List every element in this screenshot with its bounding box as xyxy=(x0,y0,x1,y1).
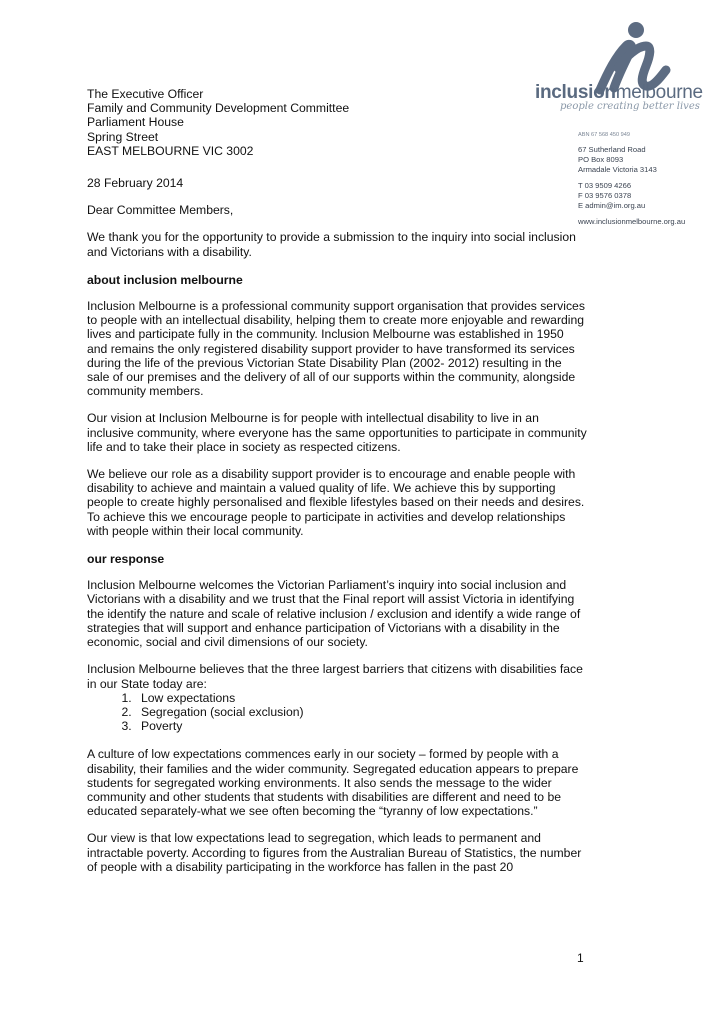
response-heading: our response xyxy=(87,552,165,567)
response-paragraph: A culture of low expectations commences early in our society – formed by people with a disability, their families and the wider community. Segregated education appears to prepare students for segregated working environments. It also sends the message to the wider community and other students that students with disabilities are different and need to be educated separately-what we see often becoming the “tyranny of low expectations.” xyxy=(87,747,579,819)
website: www.inclusionmelbourne.org.au xyxy=(578,217,686,226)
recipient-address xyxy=(87,87,587,158)
about-paragraph: Our vision at Inclusion Melbourne is for people with intellectual disability to live in an inclusive community, where everyone has the same opportunities to participate in community life and to take their place in society as respected citizens. xyxy=(87,411,587,454)
contact-block xyxy=(578,130,718,227)
brand-tagline: people creating better lives xyxy=(560,101,700,112)
address-line: PO Box 8093 xyxy=(578,155,624,164)
response-paragraph: Our view is that low expectations lead to segregation, which leads to permanent and intractable poverty. According to figures from the Australian Bureau of Statistics, the number of people with a disability participating in the workforce has fallen in the past 20 xyxy=(87,831,582,874)
recipient-line: The Executive Officer xyxy=(87,87,204,101)
list-item: 1. Low expectations xyxy=(135,691,587,705)
recipient-line: Spring Street xyxy=(87,129,159,144)
email: E admin@im.org.au xyxy=(578,201,646,210)
barriers-list xyxy=(87,691,587,734)
phone: T 03 9509 4266 xyxy=(578,181,632,190)
response-paragraph: Inclusion Melbourne believes that the three largest barriers that citizens with disabilities face in our State today are: xyxy=(87,662,583,691)
page-number: 1 xyxy=(577,951,584,965)
logo-dot xyxy=(628,22,644,38)
recipient-line: Parliament House xyxy=(87,115,184,130)
address-line: Armadale Victoria 3143 xyxy=(578,165,657,174)
salutation: Dear Committee Members, xyxy=(87,203,234,218)
intro-paragraph: We thank you for the opportunity to provide a submission to the inquiry into social inclusion and Victorians with a disability. xyxy=(87,230,576,259)
recipient-line: Family and Community Development Committee xyxy=(87,101,350,116)
recipient-line: EAST MELBOURNE VIC 3002 xyxy=(87,143,254,158)
fax: F 03 9576 0378 xyxy=(578,191,632,200)
abn: ABN 67 568 450 949 xyxy=(578,132,630,138)
address-line: 67 Sutherland Road xyxy=(578,145,646,154)
about-heading: about inclusion melbourne xyxy=(87,272,243,287)
list-item: 2. Segregation (social exclusion) xyxy=(135,705,587,719)
letter-date: 28 February 2014 xyxy=(87,176,184,191)
brand-name: inclusionmelbourne xyxy=(535,82,703,103)
about-paragraph: We believe our role as a disability support provider is to encourage and enable people with disability to achieve and maintain a valued quality of life. We achieve this by supporting people to create highly personalised and flexible lifestyles based on their needs and desires. To achieve this we encourage people to participate in activities and develop relationships with people within their local community. xyxy=(87,467,585,538)
response-paragraph: Inclusion Melbourne welcomes the Victorian Parliament’s inquiry into social inclusion and Victorians with a disability and we trust that the Final report will assist Victoria in identifying the identify the nature and scale of relative inclusion / exclusion and identify a wide range of strategies that will support and enhance participation of Victorians with a disability in the economic, social and civil dimensions of our society. xyxy=(87,578,581,650)
letter-body xyxy=(87,87,587,887)
list-item: 3. Poverty xyxy=(135,719,587,733)
about-paragraph: Inclusion Melbourne is a professional community support organisation that provides services to people with an intellectual disability, helping them to create more enjoyable and rewarding lives and participate fully in the community. Inclusion Melbourne was established in 1950 and remains the only registered disability support provider to have transformed its services during the life of the previous Victorian State Disability Plan (2002- 2012) resulting in the sale of our premises and the delivery of all of our supports within the community, alongside community members. xyxy=(87,299,585,399)
